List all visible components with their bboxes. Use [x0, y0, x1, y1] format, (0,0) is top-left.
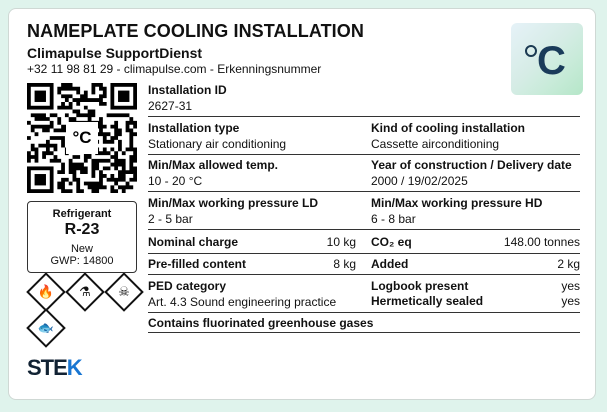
- ped-label: PED category: [148, 279, 227, 293]
- year-value: 2000 / 19/02/2025: [371, 174, 468, 188]
- installation-id-label: Installation ID: [148, 83, 227, 97]
- divider: [148, 253, 580, 254]
- co2-label: CO₂ eq: [371, 235, 412, 249]
- co2-row: [371, 235, 580, 249]
- nominal-charge-label: Nominal charge: [148, 235, 239, 249]
- installation-type-label: Installation type: [148, 121, 240, 135]
- year-label: Year of construction / Delivery date: [371, 158, 572, 172]
- logo-letter: C: [537, 39, 566, 83]
- installation-id-value: 2627-31: [148, 99, 193, 113]
- pressure-ld-value: 2 - 5 bar: [148, 212, 193, 226]
- pressure-ld-field: [148, 196, 318, 226]
- sealed-row: [371, 294, 580, 308]
- ped-field: [148, 279, 336, 309]
- year-field: [371, 158, 572, 188]
- installation-id-field: [148, 83, 227, 113]
- nameplate-card: NAMEPLATE COOLING INSTALLATION Climapulse SupportDienst +32 11 98 81 29 - climapulse.com - Erkenningsnummer C °C Refrigerant R-23 New GWP: 14800 🔥 ⚗ ☠ 🐟 STEK Installation ID 2627-31 Installation type Stationary air conditioning Kind of cooling installation Cassette airconditioning Min/Max allowed temp. 10 - 20 °C Year of construction / Delivery date 2000 / 19/02/2025 Min/Max working pressure LD 2 - 5 bar Min/Max working pressure HD 6 - 8 bar Nominal charge 10 kg CO₂ eq 148.00 tonnes Pre-filled content 8 kg Added 2 kg PED category Art. 4.3 Sound engineering practice Logbook present yes Hermetically sealed yes Contains fluorinated greenhouse gases: [8, 8, 596, 400]
- divider: [148, 229, 580, 230]
- divider: [148, 116, 580, 117]
- divider: [148, 274, 580, 275]
- divider: [148, 332, 580, 333]
- company-contact: +32 11 98 81 29 - climapulse.com - Erkenningsnummer: [27, 62, 322, 76]
- added-label: Added: [371, 257, 409, 271]
- stek-logo-part2: K: [66, 355, 82, 380]
- refrigerant-box: [27, 201, 137, 273]
- company-name: Climapulse SupportDienst: [27, 45, 203, 61]
- stek-logo-part1: STE: [27, 355, 67, 380]
- climapulse-logo: [511, 23, 583, 95]
- degree-dot-icon: [525, 45, 537, 57]
- fgas-notice: Contains fluorinated greenhouse gases: [148, 316, 374, 330]
- nominal-charge-value: 10 kg: [326, 235, 356, 249]
- pressure-hd-value: 6 - 8 bar: [371, 212, 416, 226]
- prefilled-value: 8 kg: [333, 257, 356, 271]
- sealed-value: yes: [561, 294, 580, 308]
- logbook-row: [371, 279, 580, 293]
- refrigerant-status: New: [70, 243, 93, 255]
- logbook-label: Logbook present: [371, 279, 469, 293]
- page-title: NAMEPLATE COOLING INSTALLATION: [27, 21, 364, 41]
- stek-logo: [27, 355, 82, 381]
- kind-label: Kind of cooling installation: [371, 121, 525, 135]
- installation-type-value: Stationary air conditioning: [148, 137, 287, 151]
- added-row: [371, 257, 580, 271]
- logbook-value: yes: [561, 279, 580, 293]
- kind-field: [371, 121, 525, 151]
- kind-value: Cassette airconditioning: [371, 137, 500, 151]
- pressure-ld-label: Min/Max working pressure LD: [148, 196, 319, 210]
- installation-type-field: [148, 121, 286, 151]
- refrigerant-gas: R-23: [64, 221, 100, 238]
- divider: [148, 154, 580, 155]
- pressure-hd-field: [371, 196, 542, 226]
- qr-center-logo: °C: [66, 122, 98, 154]
- sealed-label: Hermetically sealed: [371, 294, 484, 308]
- nominal-charge-row: [148, 235, 356, 249]
- temp-label: Min/Max allowed temp.: [148, 158, 279, 172]
- added-value: 2 kg: [557, 257, 580, 271]
- prefilled-row: [148, 257, 356, 271]
- divider: [148, 312, 580, 313]
- refrigerant-gwp: GWP: 14800: [50, 255, 114, 267]
- ped-value: Art. 4.3 Sound engineering practice: [148, 295, 337, 309]
- refrigerant-label: Refrigerant: [52, 208, 112, 220]
- prefilled-label: Pre-filled content: [148, 257, 247, 271]
- temp-value: 10 - 20 °C: [148, 174, 203, 188]
- pressure-hd-label: Min/Max working pressure HD: [371, 196, 543, 210]
- divider: [148, 191, 580, 192]
- qr-code[interactable]: [27, 83, 137, 193]
- temp-field: [148, 158, 278, 188]
- co2-value: 148.00 tonnes: [503, 235, 580, 249]
